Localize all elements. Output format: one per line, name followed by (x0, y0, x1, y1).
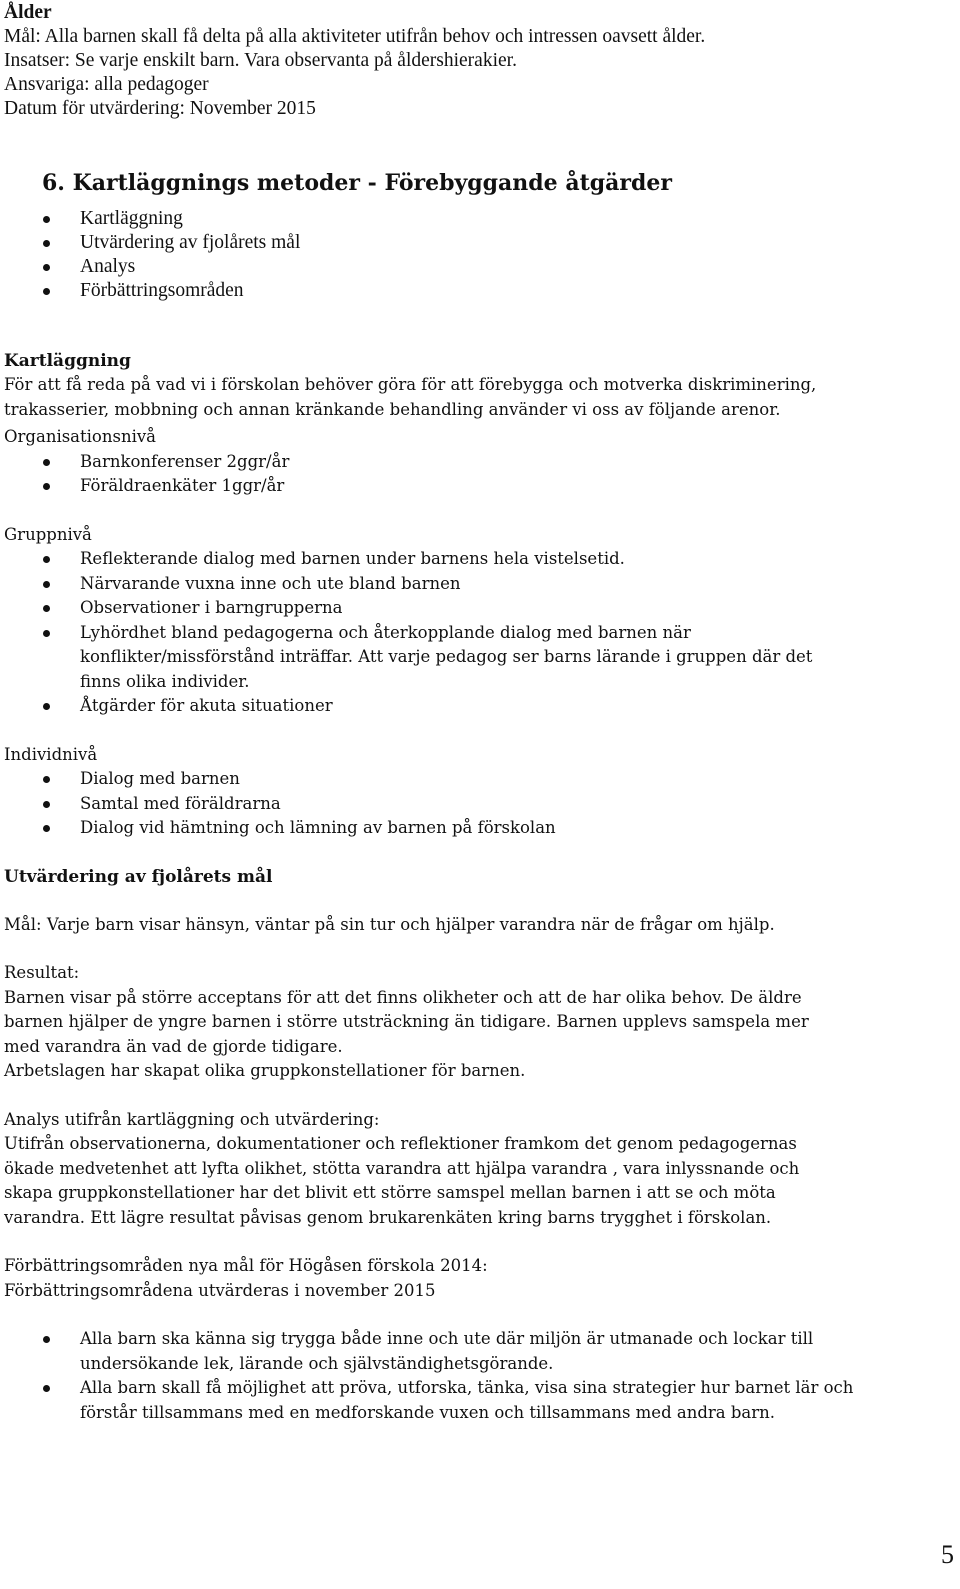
age-title: Ålder (4, 2, 52, 23)
utvardering-goal: Mål: Varje barn visar hänsyn, väntar på sin tur och hjälper varandra när de frågar om hjälp. (4, 914, 775, 934)
list-item (4, 1376, 949, 1425)
analys-text: ökade medvetenhet att lyfta olikhet, stötta varandra att hjälpa varandra , vara inlyssnande och (4, 1158, 800, 1178)
result-text: Arbetslagen har skapat olika gruppkonstellationer för barnen. (4, 1061, 526, 1080)
kartlaggning-intro: trakasserier, mobbning och annan kränkande behandling använder vi oss av följande arenor. (4, 399, 781, 419)
list-item: Dialog med barnen (4, 767, 949, 792)
list-item: Föräldraenkäter 1ggr/år (4, 474, 949, 499)
forbattring-eval: Förbättringsområdena utvärderas i november 2015 (4, 1280, 436, 1300)
list-item-line: undersökande lek, lärande och självständighetsgörande. (80, 1353, 554, 1373)
result-text: med varandra än vad de gjorde tidigare. (4, 1036, 343, 1056)
kartlaggning-intro: För att få reda på vad vi i förskolan behöver göra för att förebygga och motverka diskriminering, (4, 375, 817, 394)
individ-label: Individnivå (4, 744, 98, 764)
list-item: Samtal med föräldrarna (4, 792, 949, 817)
list-item: Kartläggning (4, 207, 949, 231)
result-text: Barnen visar på större acceptans för att det finns olikheter och att de har olika behov. De äldre (4, 987, 802, 1007)
list-item-line: Alla barn ska känna sig trygga både inne och ute där miljön är utmanade och lockar till (80, 1329, 814, 1348)
org-label: Organisationsnivå (4, 427, 157, 446)
section-heading: 6. Kartläggnings metoder - Förebyggande åtgärder (42, 170, 672, 196)
list-item: Reflekterande dialog med barnen under barnens hela vistelsetid. (4, 547, 949, 572)
age-actions: Insatser: Se varje enskilt barn. Vara observanta på åldershierakier. (4, 50, 517, 71)
list-item-line: Lyhördhet bland pedagogerna och återkopplande dialog med barnen när (80, 622, 691, 642)
group-label: Gruppnivå (4, 524, 92, 544)
org-list (4, 450, 949, 499)
analys-text: varandra. Ett lägre resultat påvisas genom brukarenkäten kring barns trygghet i förskolan. (4, 1207, 772, 1227)
analys-label: Analys utifrån kartläggning och utvärdering: (4, 1109, 380, 1129)
list-item (4, 1327, 949, 1376)
age-eval-date: Datum för utvärdering: November 2015 (4, 98, 316, 119)
list-item (4, 621, 949, 695)
list-item: Analys (4, 255, 949, 279)
page-number: 5 (941, 1540, 954, 1569)
utvardering-heading: Utvärdering av fjolårets mål (4, 866, 273, 887)
list-item-line: finns olika individer. (80, 671, 250, 691)
goals-list (4, 1327, 949, 1425)
result-text: barnen hjälper de yngre barnen i större utsträckning än tidigare. Barnen upplevs samspela mer (4, 1012, 809, 1031)
list-item: Barnkonferenser 2ggr/år (4, 450, 949, 475)
age-responsible: Ansvariga: alla pedagoger (4, 74, 209, 95)
list-item: Närvarande vuxna inne och ute bland barnen (4, 572, 949, 597)
list-item-line: konflikter/missförstånd inträffar. Att varje pedagog ser barns lärande i gruppen där det (80, 647, 813, 666)
forbattring-title: Förbättringsområden nya mål för Högåsen förskola 2014: (4, 1256, 488, 1275)
analys-text: skapa gruppkonstellationer har det blivit ett större samspel mellan barnen i att se och möta (4, 1183, 776, 1202)
list-item: Förbättringsområden (4, 279, 949, 303)
list-item-line: förstår tillsammans med en medforskande vuxen och tillsammans med andra barn. (80, 1402, 776, 1422)
list-item: Åtgärder för akuta situationer (4, 694, 949, 719)
age-section (4, 0, 949, 121)
analys-text: Utifrån observationerna, dokumentationer och reflektioner framkom det genom pedagogernas (4, 1134, 797, 1153)
age-goal: Mål: Alla barnen skall få delta på alla aktiviteter utifrån behov och intressen oavsett ålder. (4, 26, 706, 47)
document-page (4, 0, 949, 1425)
section6-list (4, 207, 949, 303)
group-list (4, 547, 949, 719)
list-item: Utvärdering av fjolårets mål (4, 231, 949, 255)
kartlaggning-heading: Kartläggning (4, 351, 131, 371)
result-label: Resultat: (4, 963, 80, 982)
list-item: Observationer i barngrupperna (4, 596, 949, 621)
individ-list (4, 767, 949, 841)
list-item-line: Alla barn skall få möjlighet att pröva, utforska, tänka, visa sina strategier hur barnet lär och (80, 1378, 854, 1397)
list-item: Dialog vid hämtning och lämning av barnen på förskolan (4, 816, 949, 841)
